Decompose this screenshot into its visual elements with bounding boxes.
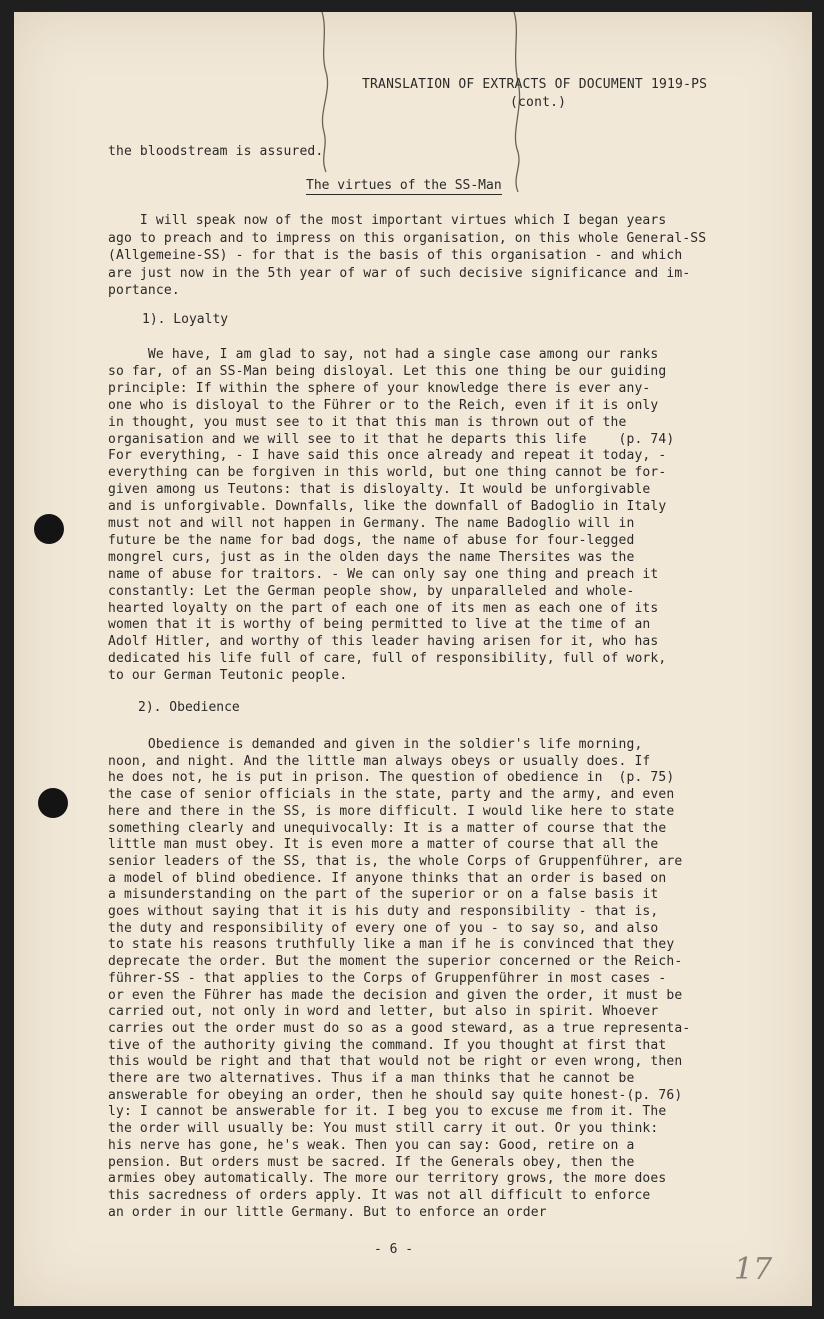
text-line: an order in our little Germany. But to enforce an order — [108, 1204, 547, 1220]
text-line: Obedience is demanded and given in the soldier's life morning, — [108, 737, 643, 752]
text-line: ly: I cannot be answerable for it. I beg you to excuse me from it. The — [108, 1104, 667, 1120]
text-line: organisation and we will see to it that he departs this life (p. 74) — [108, 431, 675, 447]
text-line: women that it is worthy of being permitted to live at the time of an — [108, 617, 651, 633]
text-line: something clearly and unequivocally: It is a matter of course that the — [108, 820, 667, 836]
text-line: this would be right and that that would not be right or even wrong, then — [108, 1054, 683, 1070]
text-line: portance. — [108, 283, 180, 298]
text-line: to state his reasons truthfully like a man if he is convinced that they — [108, 937, 675, 953]
text-line: constantly: Let the German people show, by unparalleled and whole- — [108, 583, 635, 599]
header-title: TRANSLATION OF EXTRACTS OF DOCUMENT 1919-PS — [362, 77, 708, 92]
document-header — [362, 76, 707, 112]
punch-hole-lower — [38, 788, 68, 818]
text-line: given among us Teutons: that is disloyalty. It would be unforgivable — [108, 482, 651, 498]
text-line: tive of the authority giving the command. If you thought at first that — [108, 1037, 667, 1053]
text-line: or even the Führer has made the decision and given the order, it must be — [108, 987, 683, 1003]
text-line: future be the name for bad dogs, the name of abuse for four-legged — [108, 532, 635, 548]
text-line: one who is disloyal to the Führer or to the Reich, even if it is only — [108, 397, 659, 413]
text-line: principle: If within the sphere of your knowledge there is ever any- — [108, 380, 651, 396]
text-line: pension. But orders must be sacred. If the Generals obey, then the — [108, 1154, 635, 1170]
text-line: there are two alternatives. Thus if a man thinks that he cannot be — [108, 1071, 635, 1086]
text-line: dedicated his life full of care, full of responsibility, full of work, — [108, 651, 667, 667]
text-line: he does not, he is put in prison. The question of obedience in (p. 75) — [108, 770, 675, 786]
text-line: name of abuse for traitors. - We can only say one thing and preach it — [108, 566, 659, 582]
text-line: I will speak now of the most important virtues which I began years — [108, 213, 667, 228]
text-line: a misunderstanding on the part of the superior or on a false basis it — [108, 887, 659, 903]
text-line: must not and will not happen in Germany. The name Badoglio will in — [108, 516, 635, 531]
section-title: The virtues of the SS-Man — [306, 178, 502, 193]
text-line: führer-SS - that applies to the Corps of Gruppenführer in most cases - — [108, 970, 667, 986]
text-line: For everything, - I have said this once already and repeat it today, - — [108, 448, 667, 464]
text-line: a model of blind obedience. If anyone thinks that an order is based on — [108, 870, 667, 886]
punch-hole-upper — [34, 514, 64, 544]
fragment-line: the bloodstream is assured. — [108, 144, 324, 159]
text-line: (Allgemeine-SS) - for that is the basis of this organisation - and which — [108, 248, 683, 263]
text-line: the order will usually be: You must still carry it out. Or you think: — [108, 1121, 659, 1137]
text-line: Adolf Hitler, and worthy of this leader having arisen for it, who has — [108, 634, 659, 650]
handwritten-page-number: 17 — [734, 1252, 773, 1287]
text-line: deprecate the order. But the moment the superior concerned or the Reich- — [108, 954, 683, 970]
text-line: noon, and night. And the little man always obeys or usually does. If — [108, 753, 651, 769]
text-line: armies obey automatically. The more our territory grows, the more does — [108, 1171, 667, 1187]
page-number: - 6 - — [374, 1242, 414, 1257]
text-line: senior leaders of the SS, that is, the whole Corps of Gruppenführer, are — [108, 853, 683, 869]
text-line: and is unforgivable. Downfalls, like the downfall of Badoglio in Italy — [108, 499, 667, 515]
text-line: hearted loyalty on the part of each one of its men as each one of its — [108, 600, 659, 616]
text-line: in thought, you must see to it that this man is thrown out of the — [108, 414, 627, 430]
text-line: are just now in the 5th year of war of such decisive significance and im- — [108, 265, 691, 281]
text-line: ago to preach and to impress on this organisation, on this whole General-SS — [108, 230, 707, 246]
header-continued: (cont.) — [510, 95, 567, 110]
text-line: answerable for obeying an order, then he should say quite honest-(p. 76) — [108, 1087, 683, 1103]
text-line: carried out, not only in word and letter, but also in spirit. Whoever — [108, 1004, 659, 1020]
text-line: mongrel curs, just as in the olden days the name Thersites was the — [108, 549, 635, 565]
text-line: everything can be forgiven in this world, but one thing cannot be for- — [108, 465, 667, 481]
text-line: so far, of an SS-Man being disloyal. Let this one thing be our guiding — [108, 363, 667, 379]
text-line: the case of senior officials in the state, party and the army, and even — [108, 787, 675, 803]
text-line: this sacredness of orders apply. It was not all difficult to enforce — [108, 1187, 651, 1203]
text-line: goes without saying that it is his duty and responsibility - that is, — [108, 904, 659, 919]
heading-obedience: 2). Obedience — [138, 700, 240, 715]
text-line: to our German Teutonic people. — [108, 668, 348, 684]
heading-loyalty: 1). Loyalty — [142, 312, 229, 327]
text-line: the duty and responsibility of every one of you - to say so, and also — [108, 920, 659, 936]
text-line: carries out the order must do so as a good steward, as a true representa- — [108, 1020, 691, 1036]
text-line: We have, I am glad to say, not had a single case among our ranks — [108, 347, 659, 362]
text-line: little man must obey. It is even more a matter of course that all the — [108, 837, 659, 853]
text-line: here and there in the SS, is more difficult. I would like here to state — [108, 803, 675, 819]
text-line: his nerve has gone, he's weak. Then you can say: Good, retire on a — [108, 1137, 635, 1153]
